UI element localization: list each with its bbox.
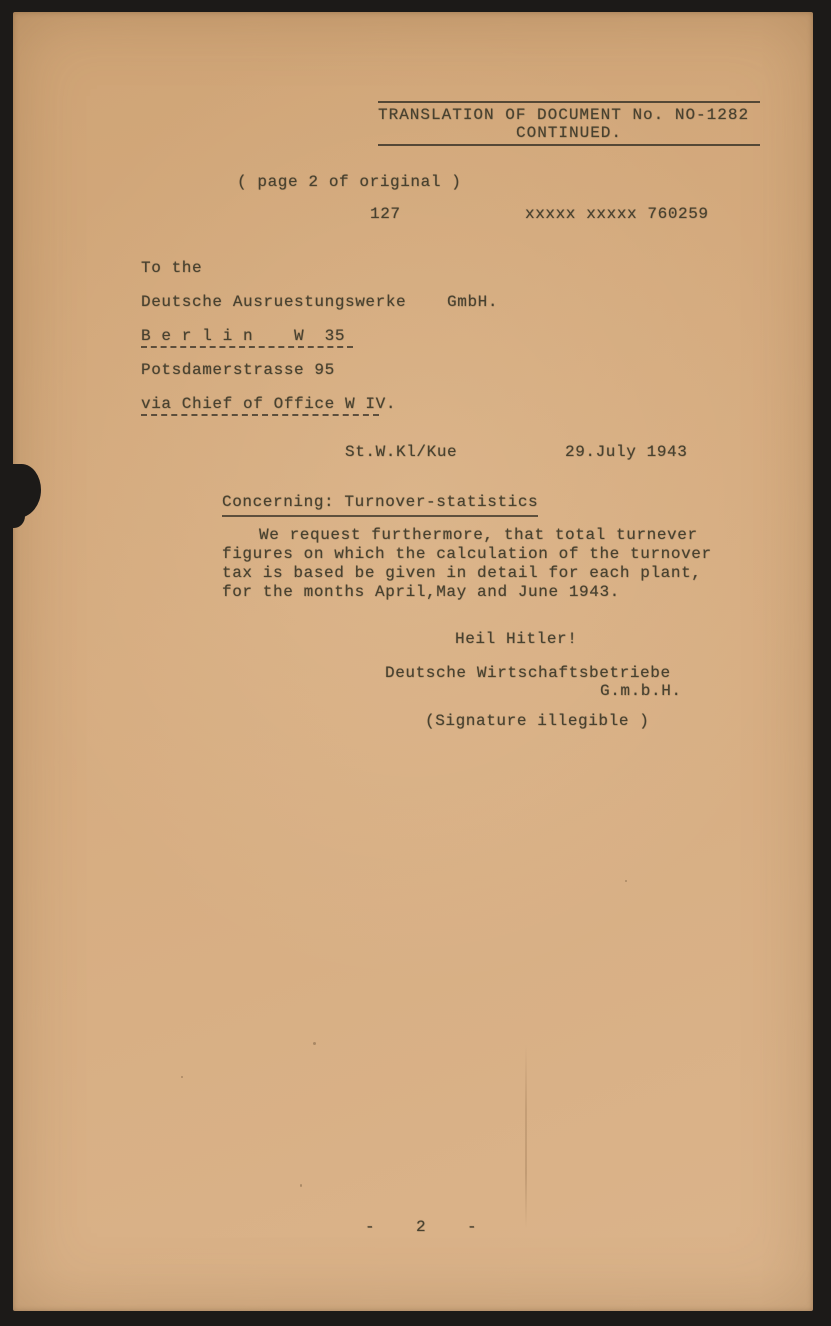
signature-note: (Signature illegible )	[425, 712, 650, 730]
recipient-street: Potsdamerstrasse 95	[141, 361, 335, 379]
underline-routing	[141, 414, 379, 416]
closing-company-suffix: G.m.b.H.	[600, 682, 682, 700]
recipient-salutation: To the	[141, 259, 203, 277]
document-header	[378, 101, 760, 146]
reference-number-right: xxxxx xxxxx 760259	[525, 205, 709, 223]
reference-number-left: 127	[370, 205, 401, 223]
recipient-company: Deutsche Ausruestungswerke GmbH.	[141, 293, 499, 311]
document-date: 29.July 1943	[565, 443, 688, 461]
paper-speck	[181, 1076, 183, 1078]
recipient-city: B e r l i n W 35	[141, 327, 346, 345]
page-number: - 2 -	[365, 1218, 478, 1236]
paper-speck	[625, 880, 627, 882]
document-page	[13, 12, 813, 1311]
page-note: ( page 2 of original )	[237, 173, 462, 191]
header-title: TRANSLATION OF DOCUMENT No. NO-1282	[378, 106, 750, 124]
body-line: figures on which the calculation of the turnover	[222, 545, 712, 563]
file-reference: St.W.Kl/Kue	[345, 443, 458, 461]
subject-line: Concerning: Turnover-statistics	[222, 493, 538, 517]
body-line: for the months April,May and June 1943.	[222, 583, 620, 601]
paper-crease	[525, 1044, 527, 1229]
closing-company: Deutsche Wirtschaftsbetriebe	[385, 664, 671, 682]
header-continued: CONTINUED.	[515, 124, 622, 142]
body-line: We request furthermore, that total turnever	[259, 526, 698, 544]
body-line: tax is based be given in detail for each plant,	[222, 564, 702, 582]
paper-speck	[313, 1042, 316, 1045]
recipient-routing: via Chief of Office W IV.	[141, 395, 397, 413]
underline-city	[141, 346, 353, 348]
paper-speck	[300, 1184, 302, 1187]
closing-salute: Heil Hitler!	[455, 630, 578, 648]
paper-tear-small	[9, 506, 25, 528]
